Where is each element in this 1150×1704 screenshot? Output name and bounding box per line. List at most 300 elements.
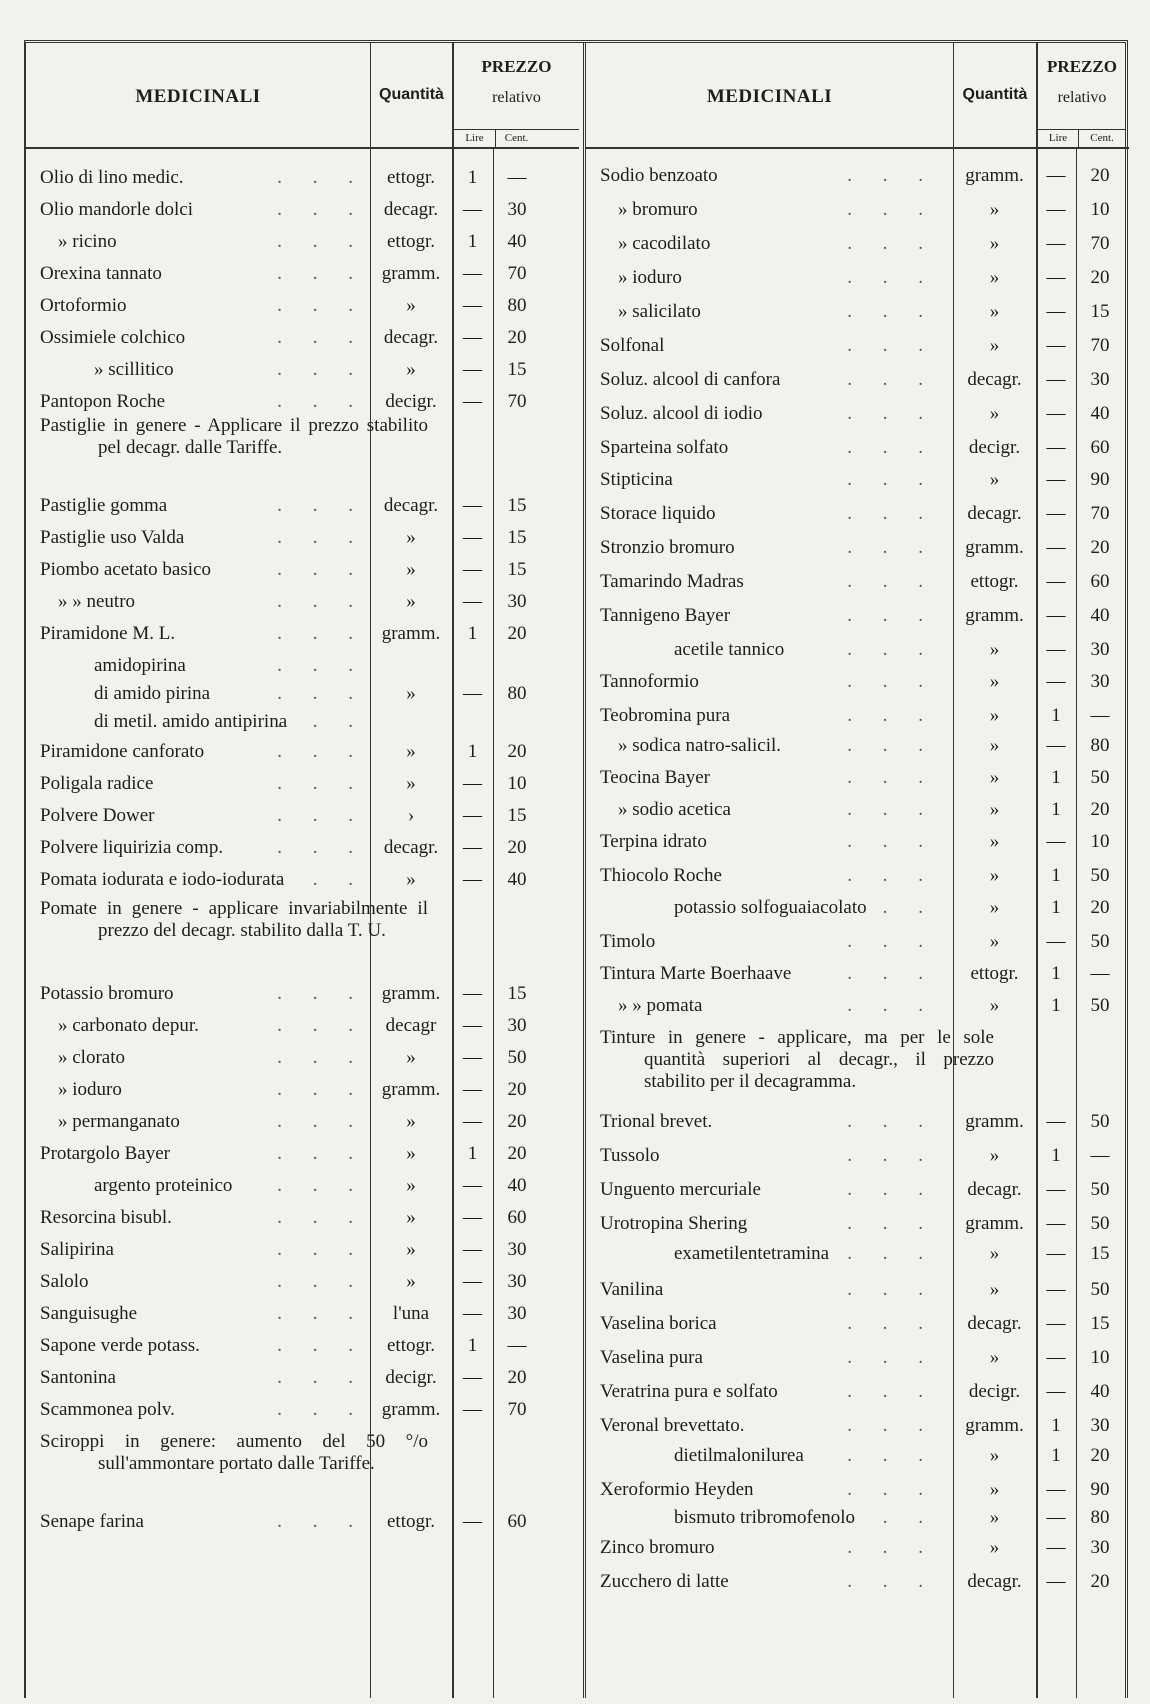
row-lire: —: [1046, 1243, 1066, 1264]
row-quantity: decagr.: [383, 327, 439, 348]
leader-dots: . . .: [847, 335, 936, 356]
leader-dots: . . .: [277, 773, 366, 794]
row-name: Soluz. alcool di canfora: [600, 369, 781, 390]
leader-dots: . . .: [277, 1303, 366, 1324]
leader-dots: . . .: [847, 1479, 936, 1500]
row-cent: 20: [507, 623, 527, 644]
row-name: Soluz. alcool di iodio: [600, 403, 763, 424]
header-lire-cent: [454, 129, 579, 148]
row-name: Urotropina Shering: [600, 1213, 748, 1234]
row-quantity: decagr.: [383, 837, 439, 858]
row-cent: 60: [507, 1511, 527, 1532]
row-lire: —: [463, 495, 482, 516]
row-name: exametilentetramina: [674, 1243, 830, 1264]
row-lire: —: [1046, 537, 1066, 558]
leader-dots: . . .: [277, 741, 366, 762]
row-cent: 80: [1090, 1507, 1110, 1528]
row-name: Resorcina bisubl.: [40, 1207, 172, 1228]
row-cent: 20: [1090, 1571, 1110, 1592]
row-cent: 60: [1090, 437, 1110, 458]
row-name: Salolo: [40, 1271, 89, 1292]
leader-dots: . . .: [277, 1207, 366, 1228]
row-cent: 20: [1090, 267, 1110, 288]
row-cent: 30: [507, 1015, 527, 1036]
header-cent: Cent.: [1090, 132, 1114, 144]
row-cent: 50: [1090, 865, 1110, 886]
row-name: » permanganato: [58, 1111, 180, 1132]
row-lire: —: [463, 1207, 482, 1228]
row-quantity: »: [406, 1271, 416, 1292]
row-name: Xeroformio Heyden: [600, 1479, 754, 1500]
row-name: Orexina tannato: [40, 263, 162, 284]
row-name: » cacodilato: [618, 233, 711, 254]
row-quantity: »: [406, 359, 416, 380]
row-lire: —: [463, 805, 482, 826]
leader-dots: . . .: [277, 263, 366, 284]
row-cent: 10: [1090, 199, 1110, 220]
row-cent: 90: [1090, 469, 1110, 490]
row-quantity: »: [989, 469, 1000, 490]
row-cent: 80: [1090, 735, 1110, 756]
row-cent: 15: [1090, 1313, 1110, 1334]
row-name: Salipirina: [40, 1239, 114, 1260]
row-quantity: gramm.: [965, 605, 1024, 626]
row-lire: —: [1046, 1381, 1066, 1402]
row-name: » sodica natro-salicil.: [618, 735, 782, 756]
row-quantity: »: [406, 869, 416, 890]
header-quantita: Quantità: [953, 43, 1036, 147]
leader-dots: . . .: [847, 1381, 936, 1402]
row-lire: —: [463, 263, 482, 284]
row-cent: 20: [507, 1143, 527, 1164]
row-lire: —: [1046, 301, 1066, 322]
row-lire: —: [1046, 437, 1066, 458]
row-lire: 1: [1051, 995, 1061, 1016]
leader-dots: . . .: [277, 1015, 366, 1036]
leader-dots: . . .: [277, 1079, 366, 1100]
row-quantity: »: [406, 591, 416, 612]
row-cent: 30: [1090, 671, 1110, 692]
row-cent: 40: [507, 869, 527, 890]
row-quantity: »: [989, 831, 1000, 852]
leader-dots: . . .: [847, 1571, 936, 1592]
row-lire: —: [463, 391, 482, 412]
row-lire: —: [463, 199, 482, 220]
row-quantity: »: [406, 773, 416, 794]
row-lire: 1: [1051, 963, 1061, 984]
row-quantity: »: [989, 1445, 1000, 1466]
row-cent: 50: [1090, 995, 1110, 1016]
row-quantity: decagr.: [383, 495, 439, 516]
row-lire: —: [463, 1303, 482, 1324]
row-cent: 80: [507, 683, 527, 704]
row-lire: —: [463, 295, 482, 316]
row-quantity: decigr.: [385, 391, 437, 412]
row-quantity: »: [989, 639, 1000, 660]
row-lire: —: [463, 1239, 482, 1260]
row-name: Unguento mercuriale: [600, 1179, 761, 1200]
row-name: Scammonea polv.: [40, 1399, 175, 1420]
row-quantity: »: [989, 931, 1000, 952]
row-cent: 20: [507, 741, 527, 762]
row-cent: 20: [1090, 799, 1110, 820]
leader-dots: . . .: [277, 655, 366, 676]
row-lire: —: [463, 559, 482, 580]
row-cent: 20: [507, 1367, 527, 1388]
row-name: Santonina: [40, 1367, 116, 1388]
row-cent: 30: [1090, 639, 1110, 660]
row-lire: —: [1046, 335, 1066, 356]
row-quantity: decagr.: [967, 1571, 1022, 1592]
row-name: acetile tannico: [674, 639, 785, 660]
leader-dots: . . .: [277, 623, 366, 644]
leader-dots: . . .: [277, 295, 366, 316]
row-lire: —: [463, 1175, 482, 1196]
row-name: Tannoformio: [600, 671, 699, 692]
row-name: Zucchero di latte: [600, 1571, 729, 1592]
row-cent: 15: [507, 527, 527, 548]
row-name: Vaselina pura: [600, 1347, 703, 1368]
row-quantity: »: [406, 1111, 416, 1132]
row-name: Stipticina: [600, 469, 673, 490]
row-cent: 30: [1090, 369, 1110, 390]
row-cent: 50: [1090, 1179, 1110, 1200]
row-cent: 60: [1090, 571, 1110, 592]
row-quantity: l'una: [392, 1303, 430, 1324]
row-name: Olio di lino medic.: [40, 167, 184, 188]
row-quantity: gramm.: [381, 623, 441, 644]
row-cent: 10: [1090, 831, 1110, 852]
row-cent: 20: [1090, 1445, 1110, 1466]
row-name: Polvere liquirizia comp.: [40, 837, 224, 858]
leader-dots: . . .: [277, 869, 366, 890]
row-cent: 10: [1090, 1347, 1110, 1368]
row-quantity: »: [406, 1175, 416, 1196]
row-quantity: »: [989, 1537, 1000, 1558]
row-lire: —: [1046, 1571, 1066, 1592]
row-cent: 70: [507, 391, 527, 412]
row-name: Pastiglie uso Valda: [40, 527, 185, 548]
row-cent: —: [1090, 963, 1110, 984]
row-lire: —: [463, 773, 482, 794]
row-quantity: »: [989, 1145, 1000, 1166]
row-quantity: »: [406, 1047, 416, 1068]
row-name: Sodio benzoato: [600, 165, 718, 186]
leader-dots: . . .: [277, 805, 366, 826]
leader-dots: . . .: [847, 931, 936, 952]
row-name: Teocina Bayer: [600, 767, 710, 788]
leader-dots: . . .: [847, 1507, 936, 1528]
row-cent: 40: [1090, 1381, 1110, 1402]
row-lire: —: [463, 1271, 482, 1292]
row-name: Piombo acetato basico: [40, 559, 211, 580]
row-note: Pomate in genere - applicare invariabilmente il prezzo del decagr. stabilito dalla T. U.: [40, 898, 428, 941]
row-cent: —: [1090, 1145, 1110, 1166]
leader-dots: . . .: [847, 165, 936, 186]
row-name: Senape farina: [40, 1511, 144, 1532]
row-name: Timolo: [600, 931, 656, 952]
row-lire: —: [463, 1511, 482, 1532]
row-cent: 40: [507, 231, 527, 252]
row-quantity: decigr.: [968, 1381, 1021, 1402]
leader-dots: . . .: [847, 1313, 936, 1334]
row-lire: —: [1046, 1279, 1066, 1300]
row-quantity: gramm.: [381, 263, 441, 284]
row-lire: —: [1046, 605, 1066, 626]
row-quantity: decagr.: [383, 199, 439, 220]
row-name: Sparteina solfato: [600, 437, 729, 458]
row-lire: 1: [1051, 897, 1061, 918]
row-quantity: gramm.: [965, 1111, 1024, 1132]
row-name: » » pomata: [618, 995, 703, 1016]
row-lire: —: [1046, 1313, 1066, 1334]
row-lire: 1: [1051, 705, 1061, 726]
leader-dots: . . .: [277, 391, 366, 412]
row-cent: 15: [507, 559, 527, 580]
row-name: Zinco bromuro: [600, 1537, 715, 1558]
leader-dots: . . .: [847, 369, 936, 390]
row-name: » scillitico: [94, 359, 174, 380]
leader-dots: . . .: [847, 963, 936, 984]
row-name: » carbonato depur.: [58, 1015, 199, 1036]
row-name: Storace liquido: [600, 503, 716, 524]
row-cent: 50: [1090, 1213, 1110, 1234]
leader-dots: . . .: [847, 1537, 936, 1558]
row-name: Teobromina pura: [600, 705, 731, 726]
row-cent: 20: [507, 1079, 527, 1100]
leader-dots: . . .: [847, 831, 936, 852]
row-name: » bromuro: [618, 199, 698, 220]
right-header: [586, 43, 1129, 149]
row-quantity: »: [406, 295, 416, 316]
leader-dots: . . .: [847, 735, 936, 756]
row-quantity: »: [989, 1279, 1000, 1300]
row-cent: 40: [1090, 605, 1110, 626]
header-prezzo: [1036, 43, 1126, 147]
row-lire: —: [463, 1015, 482, 1036]
row-quantity: ettogr.: [386, 1511, 436, 1532]
row-lire: —: [1046, 233, 1066, 254]
leader-dots: . . .: [277, 1047, 366, 1068]
row-lire: 1: [467, 741, 478, 762]
row-lire: —: [1046, 735, 1066, 756]
row-name: » salicilato: [618, 301, 701, 322]
row-lire: —: [1046, 1507, 1066, 1528]
row-lire: 1: [1051, 1145, 1061, 1166]
leader-dots: . . .: [847, 767, 936, 788]
leader-dots: . . .: [277, 231, 366, 252]
row-cent: 90: [1090, 1479, 1110, 1500]
row-cent: 20: [507, 327, 527, 348]
row-quantity: »: [406, 559, 416, 580]
row-name: Stronzio bromuro: [600, 537, 735, 558]
row-note: Pastiglie in genere - Applicare il prezzo stabilito pel decagr. dalle Tariffe.: [40, 415, 428, 458]
row-quantity: »: [989, 705, 1000, 726]
row-name: di metil. amido antipirina: [94, 711, 288, 732]
leader-dots: . . .: [847, 1243, 936, 1264]
row-cent: 50: [1090, 1111, 1110, 1132]
row-quantity: »: [406, 741, 416, 762]
row-lire: —: [463, 983, 482, 1004]
header-cent: Cent.: [504, 132, 529, 144]
row-quantity: ettogr.: [970, 571, 1019, 592]
row-lire: 1: [1051, 865, 1061, 886]
leader-dots: . . .: [277, 1399, 366, 1420]
row-quantity: »: [989, 1347, 1000, 1368]
row-quantity: decagr.: [967, 369, 1022, 390]
row-name: Pantopon Roche: [40, 391, 166, 412]
leader-dots: . . .: [847, 437, 936, 458]
row-lire: 1: [1051, 767, 1061, 788]
row-lire: 1: [467, 1143, 478, 1164]
row-quantity: »: [989, 735, 1000, 756]
leader-dots: . . .: [847, 639, 936, 660]
row-quantity: »: [406, 1239, 416, 1260]
leader-dots: . . .: [277, 527, 366, 548]
row-lire: —: [1046, 165, 1066, 186]
row-quantity: decagr.: [967, 1313, 1022, 1334]
row-cent: 30: [507, 1239, 527, 1260]
row-cent: 80: [507, 295, 527, 316]
row-cent: 60: [507, 1207, 527, 1228]
row-quantity: decagr.: [967, 503, 1022, 524]
row-quantity: »: [989, 1243, 1000, 1264]
row-quantity: ettogr.: [386, 231, 436, 252]
row-lire: —: [1046, 1213, 1066, 1234]
row-quantity: »: [406, 683, 416, 704]
row-name: » sodio acetica: [618, 799, 731, 820]
row-name: Tussolo: [600, 1145, 660, 1166]
row-cent: 15: [507, 359, 527, 380]
row-quantity: »: [989, 799, 1000, 820]
row-cent: 15: [507, 983, 527, 1004]
row-cent: 70: [1090, 503, 1110, 524]
row-name: Trional brevet.: [600, 1111, 713, 1132]
leader-dots: . . .: [847, 537, 936, 558]
leader-dots: . . .: [847, 503, 936, 524]
row-lire: —: [463, 683, 482, 704]
leader-dots: . . .: [277, 1239, 366, 1260]
row-lire: 1: [467, 231, 478, 252]
row-lire: —: [463, 1399, 482, 1420]
row-lire: —: [463, 591, 482, 612]
row-lire: —: [463, 1047, 482, 1068]
row-name: argento proteinico: [94, 1175, 233, 1196]
leader-dots: . . .: [277, 359, 366, 380]
row-name: Vanilina: [600, 1279, 664, 1300]
leader-dots: . . .: [847, 705, 936, 726]
leader-dots: . . .: [847, 403, 936, 424]
row-quantity: »: [989, 1479, 1000, 1500]
row-quantity: gramm.: [965, 165, 1024, 186]
row-lire: —: [463, 327, 482, 348]
row-name: » » neutro: [58, 591, 136, 612]
row-cent: 50: [507, 1047, 527, 1068]
row-quantity: »: [989, 865, 1000, 886]
row-lire: —: [1046, 1479, 1066, 1500]
row-name: Ossimiele colchico: [40, 327, 186, 348]
row-lire: —: [1046, 369, 1066, 390]
row-lire: —: [1046, 403, 1066, 424]
row-quantity: gramm.: [381, 1399, 441, 1420]
leader-dots: . . .: [277, 1367, 366, 1388]
row-quantity: ettogr.: [970, 963, 1019, 984]
row-cent: 50: [1090, 767, 1110, 788]
row-name: » ioduro: [618, 267, 682, 288]
row-name: Thiocolo Roche: [600, 865, 722, 886]
leader-dots: . . .: [277, 495, 366, 516]
row-name: Vaselina borica: [600, 1313, 717, 1334]
leader-dots: . . .: [847, 267, 936, 288]
row-lire: —: [463, 837, 482, 858]
row-name: Pastiglie gomma: [40, 495, 168, 516]
row-cent: 30: [507, 1271, 527, 1292]
row-cent: —: [507, 1335, 527, 1356]
leader-dots: . . .: [847, 301, 936, 322]
row-name: Ortoformio: [40, 295, 127, 316]
row-name: dietilmalonilurea: [674, 1445, 804, 1466]
row-lire: —: [1046, 199, 1066, 220]
row-lire: —: [1046, 1537, 1066, 1558]
row-quantity: decigr.: [385, 1367, 437, 1388]
left-header: [26, 43, 579, 149]
row-cent: 30: [507, 1303, 527, 1324]
leader-dots: . . .: [277, 327, 366, 348]
leader-dots: . . .: [847, 1111, 936, 1132]
row-cent: 70: [507, 263, 527, 284]
row-cent: 70: [1090, 335, 1110, 356]
row-lire: 1: [1051, 1445, 1061, 1466]
leader-dots: . . .: [847, 865, 936, 886]
row-quantity: »: [989, 267, 1000, 288]
row-name: Tintura Marte Boerhaave: [600, 963, 792, 984]
leader-dots: . . .: [277, 167, 366, 188]
row-cent: 30: [1090, 1415, 1110, 1436]
row-cent: —: [507, 167, 527, 188]
row-cent: 50: [1090, 931, 1110, 952]
row-lire: —: [463, 1111, 482, 1132]
leader-dots: . . .: [277, 591, 366, 612]
header-prezzo-label: PREZZO: [481, 57, 552, 76]
row-cent: 20: [1090, 537, 1110, 558]
row-name: Sapone verde potass.: [40, 1335, 200, 1356]
leader-dots: . . .: [847, 897, 936, 918]
row-quantity: gramm.: [381, 983, 441, 1004]
row-quantity: ettogr.: [386, 1335, 436, 1356]
leader-dots: . . .: [277, 559, 366, 580]
row-quantity: gramm.: [381, 1079, 441, 1100]
row-lire: —: [1046, 571, 1066, 592]
row-cent: 30: [1090, 1537, 1110, 1558]
row-quantity: »: [406, 1143, 416, 1164]
leader-dots: . . .: [847, 199, 936, 220]
row-cent: 20: [1090, 165, 1110, 186]
row-name: » ioduro: [58, 1079, 122, 1100]
row-lire: —: [1046, 639, 1066, 660]
row-cent: 15: [1090, 1243, 1110, 1264]
leader-dots: . . .: [847, 469, 936, 490]
row-quantity: »: [406, 527, 416, 548]
row-lire: —: [463, 1367, 482, 1388]
row-cent: 20: [507, 1111, 527, 1132]
row-quantity: »: [989, 897, 1000, 918]
row-quantity: »: [989, 199, 1000, 220]
leader-dots: . . .: [847, 995, 936, 1016]
row-cent: 50: [1090, 1279, 1110, 1300]
row-name: Polvere Dower: [40, 805, 155, 826]
leader-dots: . . .: [277, 983, 366, 1004]
leader-dots: . . .: [277, 683, 366, 704]
